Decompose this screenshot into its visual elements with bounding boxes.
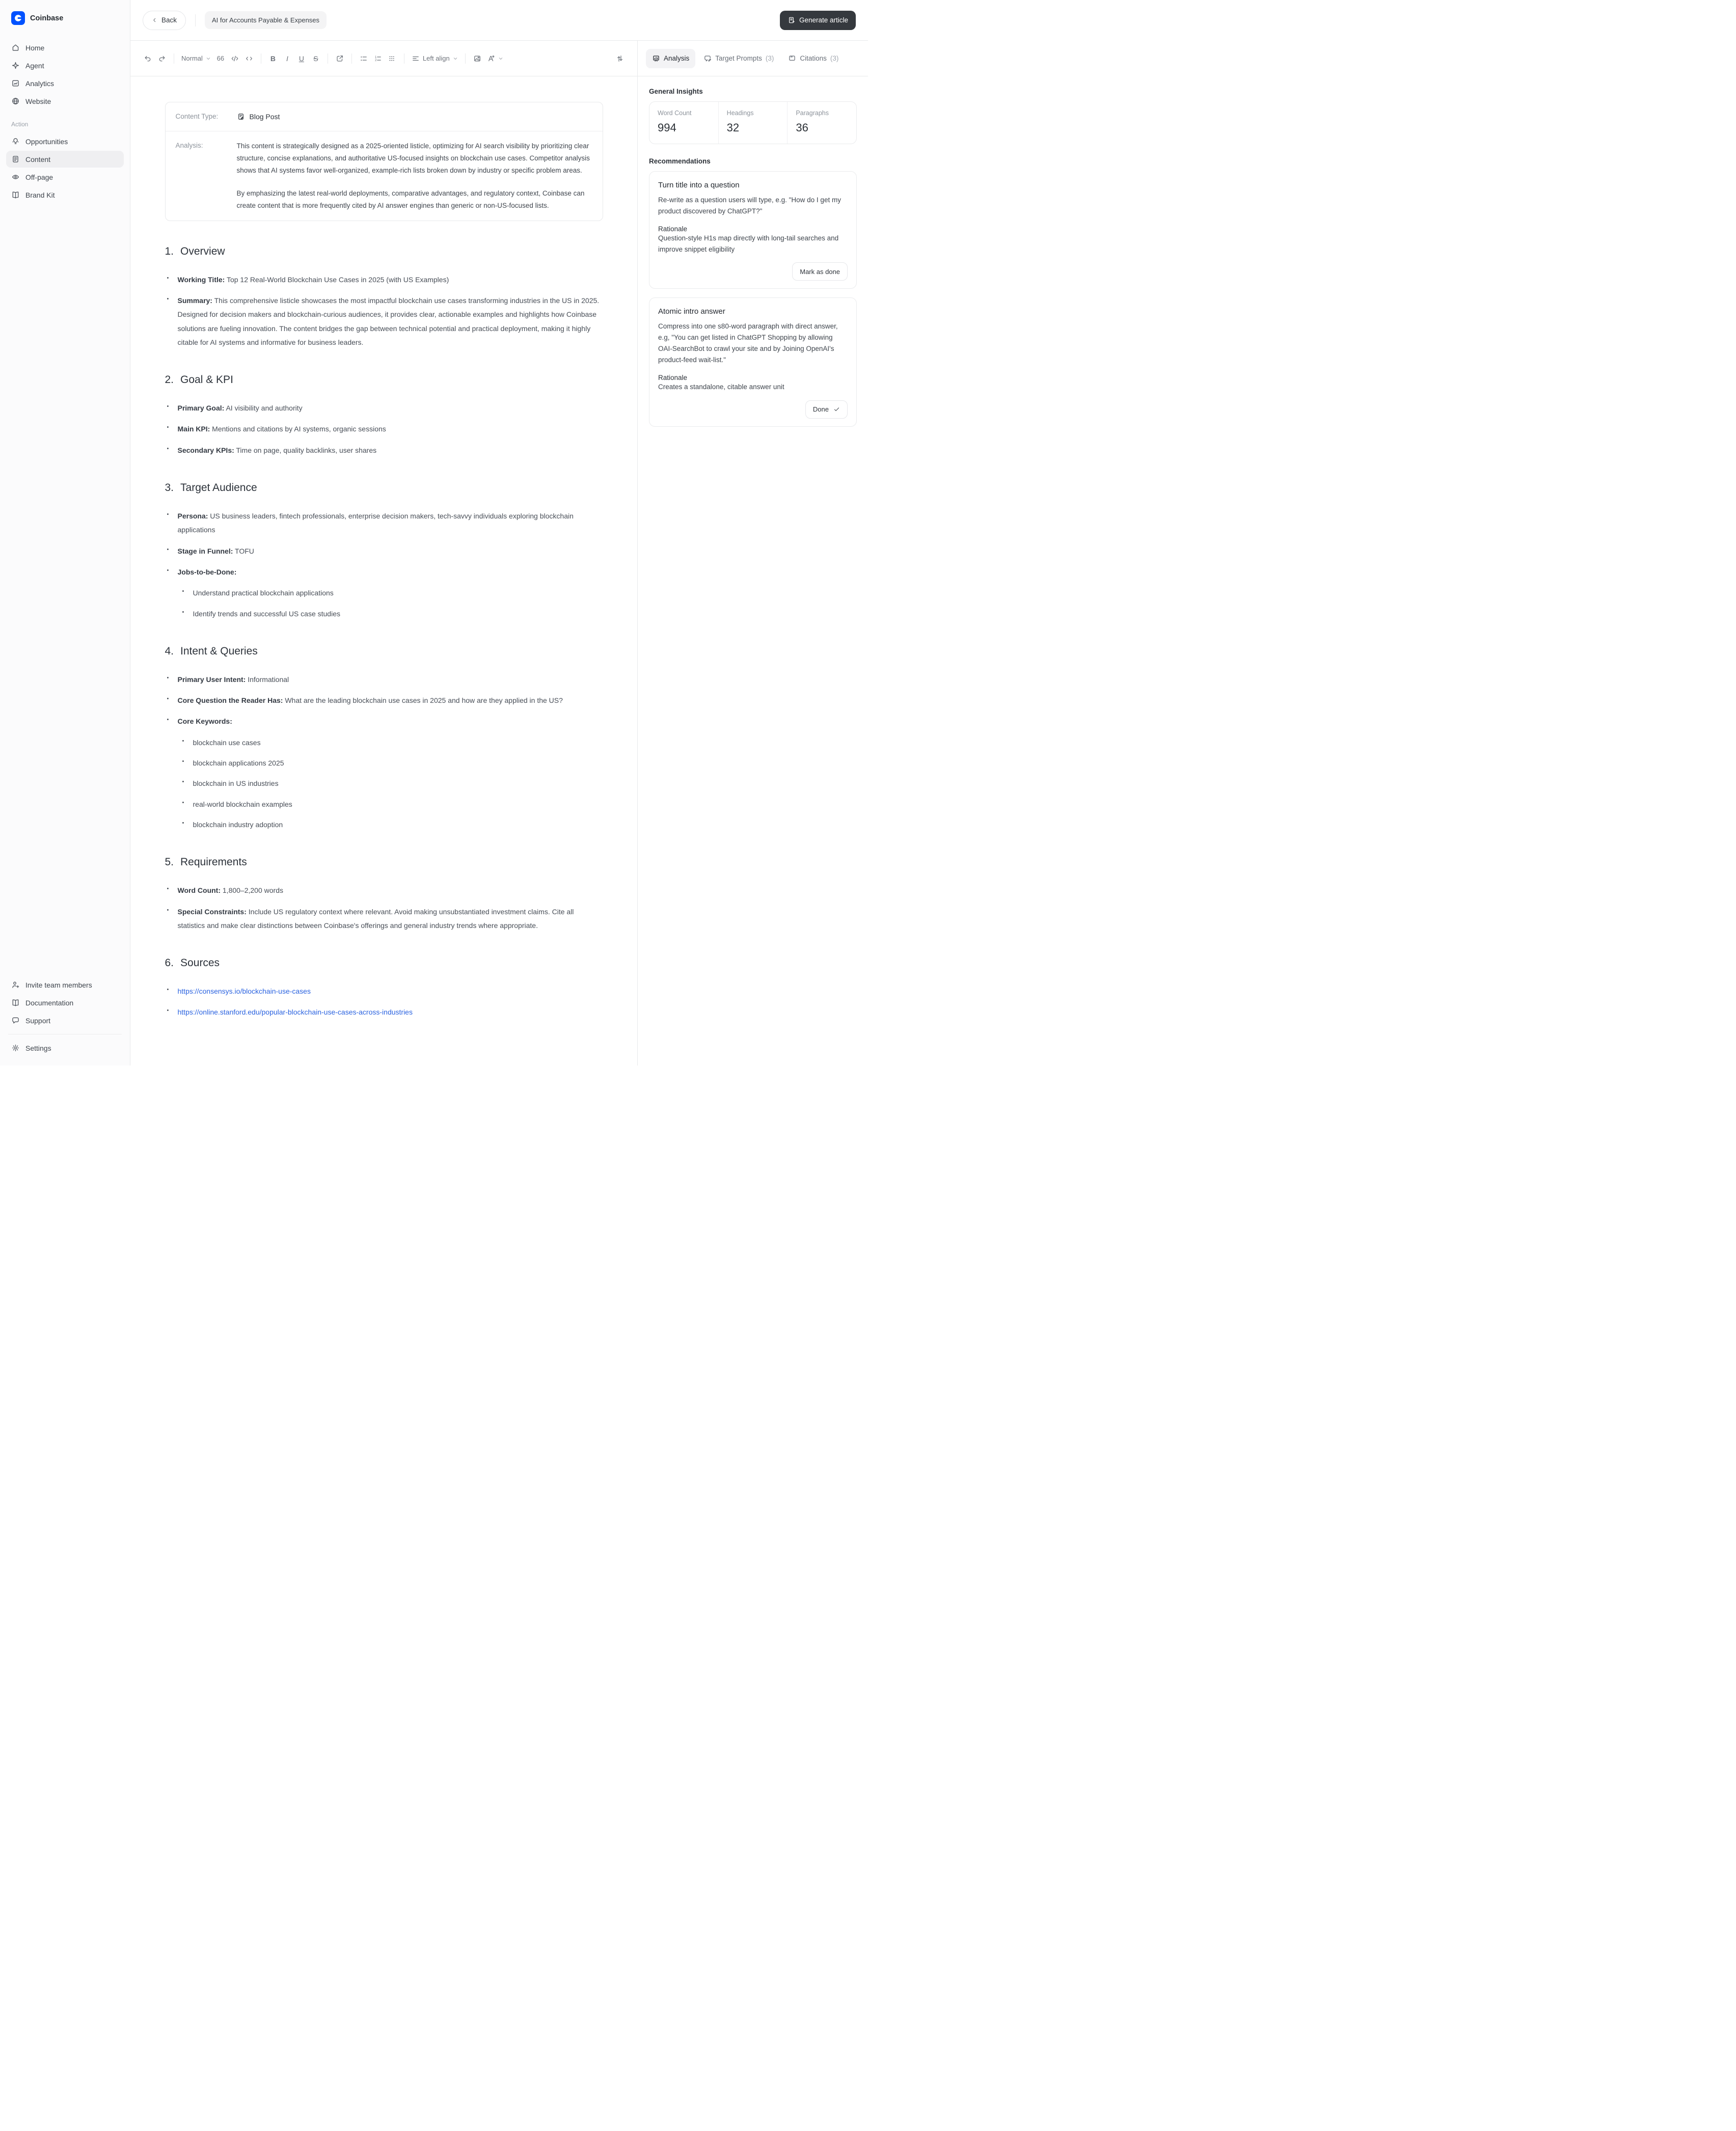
source-link[interactable]: https://online.stanford.edu/popular-blockchain-use-cases-across-industries bbox=[177, 1008, 413, 1017]
panel-tabs bbox=[638, 41, 868, 76]
bullet-label: Secondary KPIs: bbox=[177, 446, 234, 454]
doc-bullet: • blockchain industry adoption bbox=[180, 818, 603, 832]
analysis-label: Analysis: bbox=[175, 141, 203, 149]
user-plus-icon bbox=[11, 980, 20, 989]
sidebar-footer bbox=[6, 975, 124, 1057]
dashed-list-button[interactable] bbox=[385, 51, 399, 66]
stat-label: Word Count bbox=[658, 110, 692, 117]
sidebar-item-invite-team-members[interactable] bbox=[6, 976, 124, 993]
sidebar-item-label: Settings bbox=[25, 1044, 51, 1052]
stat-label: Headings bbox=[726, 110, 754, 117]
sidebar-item-documentation[interactable] bbox=[6, 994, 124, 1011]
tab-count: (3) bbox=[830, 54, 839, 62]
doc-bullet: • Special Constraints: Include US regulatory context where relevant. Avoid making unsubstantiated investment claims. Cite all statistics and make clear distinctions between Coinbase's offerings and general industry trends where appropriate. bbox=[165, 905, 603, 933]
divider bbox=[195, 14, 196, 26]
bullet-dot: • bbox=[167, 717, 169, 723]
paragraph-style-dropdown[interactable] bbox=[179, 51, 213, 66]
chevron-down-icon bbox=[206, 56, 211, 61]
undo-button[interactable] bbox=[141, 51, 155, 66]
chevron-down-icon bbox=[498, 56, 503, 61]
source-link-row bbox=[165, 985, 603, 998]
sidebar-action-nav bbox=[6, 132, 124, 204]
underline-button[interactable] bbox=[294, 51, 309, 66]
numbered-list-icon bbox=[374, 54, 382, 63]
bullet-label: Stage in Funnel: bbox=[177, 547, 233, 555]
bullet-label: Persona: bbox=[177, 512, 208, 521]
numbered-list-button[interactable] bbox=[371, 51, 385, 66]
bullet-label: Jobs-to-be-Done: bbox=[177, 567, 237, 576]
sidebar-item-support[interactable] bbox=[6, 1012, 124, 1029]
sidebar-item-label: Content bbox=[25, 155, 51, 163]
bullet-label: Primary Goal: bbox=[177, 404, 225, 413]
doc-sections bbox=[165, 245, 603, 1020]
bullet-dot: • bbox=[182, 609, 184, 615]
bullet-dot: • bbox=[182, 819, 184, 826]
analytics-icon bbox=[11, 79, 20, 88]
section-title: Sources bbox=[180, 957, 220, 969]
insert-image-button[interactable] bbox=[470, 51, 484, 66]
doc-bullet: • blockchain use cases bbox=[180, 736, 603, 750]
stat-value: 36 bbox=[796, 121, 808, 134]
sidebar-item-analytics[interactable] bbox=[6, 75, 124, 92]
bulb-icon bbox=[11, 137, 20, 146]
bullet-label: Word Count: bbox=[177, 886, 221, 895]
font-color-dropdown[interactable] bbox=[484, 51, 506, 66]
blog-post-icon bbox=[237, 113, 245, 121]
strikethrough-icon: S bbox=[313, 54, 318, 63]
bullet-dot: • bbox=[167, 546, 169, 553]
strikethrough-button[interactable] bbox=[309, 51, 323, 66]
section-heading bbox=[165, 374, 603, 386]
chevron-down-icon bbox=[453, 56, 458, 61]
book-icon bbox=[11, 998, 20, 1007]
underline-icon: U bbox=[299, 54, 304, 63]
divider bbox=[351, 53, 352, 64]
bullet-label: Special Constraints: bbox=[177, 907, 247, 916]
general-insights-title: General Insights bbox=[649, 88, 703, 95]
sidebar-item-label: Website bbox=[25, 97, 51, 105]
code-block-icon bbox=[231, 54, 239, 63]
bullet-dot: • bbox=[167, 674, 169, 681]
recommendation-cards bbox=[649, 171, 857, 427]
sidebar-item-website[interactable] bbox=[6, 93, 124, 110]
sidebar-item-settings[interactable] bbox=[6, 1040, 124, 1056]
doc-bullet: • Core Question the Reader Has: What are the leading blockchain use cases in 2025 and how are they applied in the US? bbox=[165, 694, 603, 707]
tab-target-prompts[interactable] bbox=[697, 49, 780, 68]
stat-value: 32 bbox=[726, 121, 740, 134]
inline-code-icon bbox=[245, 54, 253, 63]
section-title: Goal & KPI bbox=[180, 374, 233, 386]
stat-word-count bbox=[649, 102, 718, 144]
insert-link-button[interactable] bbox=[333, 51, 347, 66]
editor-toolbar bbox=[130, 41, 637, 76]
analysis-paragraph: This content is strategically designed as a 2025-oriented listicle, optimizing for AI search visibility by prioritizing clear structure, concise explanations, and authoritative US-focused insights on blockchain use cases. Competitor analysis shows that AI systems favor well-organized, example-rich lists broken down by industry or specific problem areas. bbox=[236, 142, 590, 174]
section-title: Requirements bbox=[180, 856, 247, 868]
recommendation-actions bbox=[658, 400, 848, 419]
gear-icon bbox=[11, 1044, 20, 1052]
section-number: 2. bbox=[165, 374, 174, 386]
doc-bullet: • real-world blockchain examples bbox=[180, 798, 603, 811]
mark-as-done-button[interactable]: Mark as done bbox=[792, 262, 848, 281]
doc-bullet bbox=[165, 565, 603, 579]
bullet-dot: • bbox=[182, 588, 184, 595]
right-panel bbox=[638, 41, 868, 1066]
sidebar-item-content[interactable] bbox=[6, 151, 124, 168]
doc-bullet: • Primary User Intent: Informational bbox=[165, 673, 603, 687]
generate-article-button[interactable] bbox=[780, 11, 856, 30]
brand-name: Coinbase bbox=[30, 14, 64, 22]
section-heading bbox=[165, 856, 603, 868]
doc-bullet: • Summary: This comprehensive listicle showcases the most impactful blockchain use cases transforming industries in the US in 2025. Designed for decision makers and blockchain-curious audiences, it provides clear, actionable examples and highlights how Coinbase solutions are fueling innovation. The content bridges the gap between technical potential and practical deployment, making it highly citable for AI systems and informative for business leaders. bbox=[165, 294, 603, 349]
doc-bullet: • blockchain in US industries bbox=[180, 777, 603, 790]
section-requirements bbox=[165, 856, 603, 933]
sidebar-item-home[interactable] bbox=[6, 39, 124, 56]
analysis-text bbox=[237, 140, 592, 212]
bold-button[interactable] bbox=[266, 51, 280, 66]
bullet-dot: • bbox=[167, 403, 169, 410]
sidebar-item-off-page[interactable] bbox=[6, 169, 124, 185]
document bbox=[165, 102, 603, 1020]
recommendation-title: Turn title into a question bbox=[658, 181, 740, 189]
recommendation-title: Atomic intro answer bbox=[658, 307, 725, 316]
sidebar bbox=[0, 0, 130, 1066]
tab-label: Target Prompts bbox=[715, 54, 762, 62]
check-icon bbox=[833, 406, 840, 413]
recommendation-card-atomic-intro-answer bbox=[649, 297, 857, 426]
content-type-value: Blog Post bbox=[237, 111, 280, 122]
swap-vertical-icon bbox=[616, 54, 624, 63]
sidebar-settings-nav bbox=[6, 1040, 124, 1056]
section-heading bbox=[165, 957, 603, 969]
sidebar-item-opportunities[interactable] bbox=[6, 133, 124, 150]
svg-text:”: ” bbox=[790, 55, 793, 61]
paragraph-style-value: Normal bbox=[181, 54, 203, 62]
bullet-dot: • bbox=[167, 567, 169, 573]
bullet-label: Summary: bbox=[177, 296, 212, 305]
align-dropdown[interactable] bbox=[409, 51, 460, 66]
app bbox=[0, 0, 868, 1066]
brand bbox=[6, 8, 124, 38]
sidebar-item-brand-kit[interactable] bbox=[6, 186, 124, 203]
stat-headings bbox=[718, 102, 788, 144]
tab-label: Citations bbox=[800, 54, 827, 62]
bullet-dot: • bbox=[167, 886, 169, 892]
editor bbox=[130, 41, 638, 1066]
bullet-dot: • bbox=[182, 799, 184, 806]
rationale-label: Rationale bbox=[658, 373, 688, 381]
bullet-dot: • bbox=[167, 511, 169, 518]
divider bbox=[465, 53, 466, 64]
rationale-label: Rationale bbox=[658, 225, 688, 233]
font-size-value: 66 bbox=[216, 54, 225, 62]
bullet-dot: • bbox=[167, 696, 169, 702]
undo-icon bbox=[144, 54, 152, 63]
doc-bullet: • Stage in Funnel: TOFU bbox=[165, 544, 603, 558]
sidebar-item-label: Support bbox=[25, 1016, 51, 1025]
bullet-label: Working Title: bbox=[177, 275, 225, 284]
content-type-row bbox=[166, 102, 603, 131]
sidebar-nav bbox=[6, 38, 124, 111]
doc-bullet: • Primary Goal: AI visibility and authority bbox=[165, 401, 603, 415]
inline-code-button[interactable] bbox=[242, 51, 256, 66]
doc-lines-icon bbox=[11, 155, 20, 163]
editor-canvas[interactable] bbox=[130, 76, 637, 1066]
bullet-list-button[interactable] bbox=[357, 51, 371, 66]
sidebar-item-label: Documentation bbox=[25, 998, 74, 1007]
section-target-audience bbox=[165, 482, 603, 621]
doc-bullet: • Persona: US business leaders, fintech professionals, enterprise decision makers, tech-savvy individuals exploring blockchain applications bbox=[165, 509, 603, 537]
breadcrumb[interactable]: AI for Accounts Payable & Expenses bbox=[205, 11, 327, 29]
doc-bullet bbox=[165, 715, 603, 728]
sidebar-item-label: Home bbox=[25, 43, 45, 52]
sidebar-section-label: Action bbox=[11, 121, 29, 128]
chat-edit-icon bbox=[703, 54, 712, 63]
quote-icon bbox=[788, 54, 796, 63]
bullet-dot: • bbox=[182, 779, 184, 785]
back-label: Back bbox=[161, 16, 177, 24]
book-icon bbox=[11, 190, 20, 199]
doc-plus-icon bbox=[788, 16, 795, 24]
analysis-paragraph: By emphasizing the latest real-world deployments, comparative advantages, and regulatory context, Coinbase can create content that is more frequently cited by AI answer engines than generic or non-US-focused lists. bbox=[236, 189, 585, 209]
sidebar-item-agent[interactable] bbox=[6, 57, 124, 74]
tab-count: (3) bbox=[765, 54, 774, 62]
bullet-dot: • bbox=[167, 424, 169, 431]
coinbase-logo-icon bbox=[11, 11, 25, 25]
section-overview bbox=[165, 245, 603, 349]
svg-text:1: 1 bbox=[374, 56, 377, 59]
section-title: Overview bbox=[180, 245, 225, 257]
doc-bullet: • Main KPI: Mentions and citations by AI systems, organic sessions bbox=[165, 422, 603, 436]
redo-button[interactable] bbox=[155, 51, 169, 66]
bullet-dot: • bbox=[167, 987, 169, 993]
section-number: 5. bbox=[165, 856, 174, 868]
dashed-list-icon bbox=[388, 54, 396, 63]
recommendation-body: Compress into one s80-word paragraph with direct answer, e.g, "You can get listed in ChatGPT Shopping by allowing OAI-SearchBot to crawl your site and by Joining OpenAI's product-feed wait-list." bbox=[658, 322, 838, 364]
rationale-text: Question-style H1s map directly with long-tail searches and improve snippet eligibility bbox=[658, 234, 839, 253]
section-heading bbox=[165, 245, 603, 258]
doc-bullet: • Working Title: Top 12 Real-World Blockchain Use Cases in 2025 (with US Examples) bbox=[165, 273, 603, 287]
section-intent-queries bbox=[165, 645, 603, 832]
recommendations-title: Recommendations bbox=[649, 157, 711, 165]
bullet-label: Core Question the Reader Has: bbox=[177, 696, 283, 705]
section-number: 3. bbox=[165, 482, 174, 494]
sparkle-icon bbox=[11, 61, 20, 70]
home-icon bbox=[11, 43, 20, 52]
general-insights-card bbox=[649, 101, 857, 144]
image-icon bbox=[473, 54, 481, 63]
sidebar-item-label: Brand Kit bbox=[25, 190, 55, 199]
chevron-left-icon bbox=[152, 17, 157, 23]
topbar bbox=[130, 0, 868, 40]
font-size-button[interactable] bbox=[213, 51, 228, 66]
doc-bullet: • Secondary KPIs: Time on page, quality backlinks, user shares bbox=[165, 444, 603, 457]
section-title: Intent & Queries bbox=[180, 645, 258, 657]
section-sources bbox=[165, 957, 603, 1020]
recommendation-actions bbox=[658, 262, 848, 281]
align-label: Left align bbox=[422, 54, 450, 62]
stat-paragraphs bbox=[787, 102, 856, 144]
doc-bullet: • blockchain applications 2025 bbox=[180, 756, 603, 770]
align-left-icon bbox=[412, 54, 420, 63]
rationale-text: Creates a standalone, citable answer unit bbox=[658, 383, 784, 391]
bullet-label: Main KPI: bbox=[177, 425, 210, 433]
content-type-label: Content Type: bbox=[175, 113, 219, 120]
bullet-label: Primary User Intent: bbox=[177, 675, 246, 684]
generate-article-label: Generate article bbox=[799, 16, 848, 24]
board-chart-icon bbox=[652, 54, 660, 63]
source-link-row bbox=[165, 1005, 603, 1019]
sidebar-item-label: Invite team members bbox=[25, 980, 92, 989]
bullet-dot: • bbox=[167, 907, 169, 913]
bullet-dot: • bbox=[182, 737, 184, 744]
external-link-icon bbox=[336, 54, 344, 63]
doc-bullet: • Understand practical blockchain applications bbox=[180, 586, 603, 600]
tab-citations[interactable] bbox=[782, 49, 845, 68]
recommendation-body: Re-write as a question users will type, e.g. "How do I get my product discovered by ChatGPT?" bbox=[658, 196, 841, 215]
recommendation-card-turn-title-into-a-question bbox=[649, 171, 857, 289]
doc-bullet: • Identify trends and successful US case studies bbox=[180, 607, 603, 621]
bullet-dot: • bbox=[167, 295, 169, 302]
bullet-dot: • bbox=[167, 275, 169, 281]
tab-analysis[interactable] bbox=[646, 49, 695, 68]
workspace bbox=[130, 40, 868, 1066]
bullet-dot: • bbox=[167, 445, 169, 452]
code-block-button[interactable] bbox=[228, 51, 242, 66]
bullet-label: Core Keywords: bbox=[177, 717, 232, 726]
bullet-list-icon bbox=[360, 54, 368, 63]
analysis-row bbox=[166, 131, 603, 221]
section-heading bbox=[165, 482, 603, 494]
svg-text:2: 2 bbox=[374, 59, 377, 62]
source-link[interactable]: https://consensys.io/blockchain-use-cases bbox=[177, 987, 311, 996]
italic-icon: I bbox=[286, 54, 288, 63]
tab-label: Analysis bbox=[664, 54, 690, 62]
swap-button[interactable] bbox=[613, 51, 627, 66]
sidebar-item-label: Analytics bbox=[25, 79, 55, 88]
section-heading bbox=[165, 645, 603, 658]
italic-button[interactable] bbox=[280, 51, 294, 66]
section-number: 6. bbox=[165, 957, 174, 969]
bullet-dot: • bbox=[167, 1007, 169, 1014]
section-title: Target Audience bbox=[180, 482, 257, 494]
sidebar-item-label: Opportunities bbox=[25, 137, 68, 146]
content-meta-card bbox=[165, 102, 603, 221]
globe-icon bbox=[11, 97, 20, 105]
bullet-dot: • bbox=[182, 758, 184, 765]
section-number: 1. bbox=[165, 245, 174, 257]
doc-bullet: • Word Count: 1,800–2,200 words bbox=[165, 884, 603, 897]
stat-value: 994 bbox=[658, 121, 676, 134]
stat-label: Paragraphs bbox=[796, 110, 829, 117]
sidebar-footer-nav bbox=[6, 976, 124, 1029]
font-color-icon bbox=[487, 54, 495, 63]
sidebar-item-label: Agent bbox=[25, 61, 44, 70]
bold-icon: B bbox=[270, 54, 276, 63]
main-area bbox=[130, 0, 868, 1066]
eye-icon bbox=[11, 173, 20, 181]
redo-icon bbox=[158, 54, 166, 63]
chat-icon bbox=[11, 1016, 20, 1025]
sidebar-item-label: Off-page bbox=[25, 173, 53, 181]
section-number: 4. bbox=[165, 645, 174, 657]
back-button[interactable] bbox=[143, 11, 186, 30]
done-button[interactable]: Done bbox=[805, 400, 848, 419]
panel-body bbox=[638, 76, 868, 442]
section-goal-kpi bbox=[165, 374, 603, 457]
